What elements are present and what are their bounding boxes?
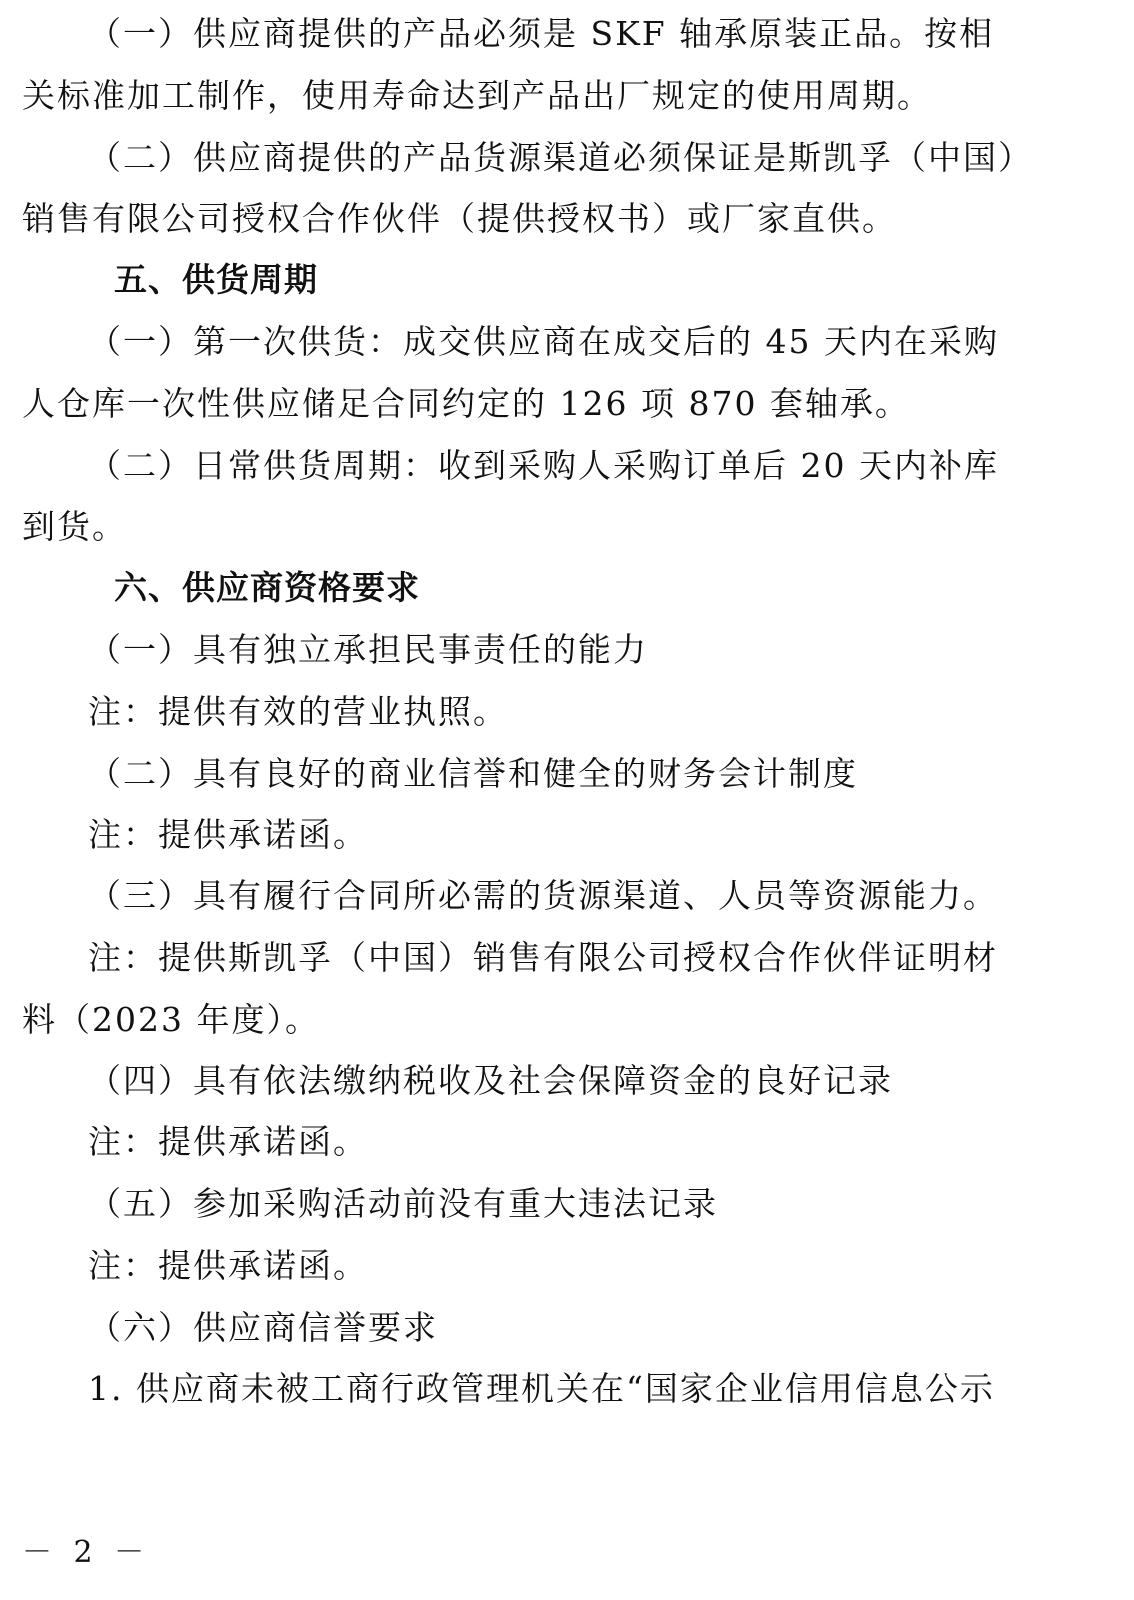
paragraph-line: （五）参加采购活动前没有重大违法记录 bbox=[88, 1184, 718, 1223]
note-line: 注：提供承诺函。 bbox=[88, 1122, 368, 1161]
section-heading-supply-period: 五、供货周期 bbox=[114, 260, 318, 299]
paragraph-line: （二）具有良好的商业信誉和健全的财务会计制度 bbox=[88, 754, 858, 793]
paragraph-line: （二）日常供货周期：收到采购人采购订单后 20 天内补库 bbox=[88, 446, 999, 485]
paragraph-line: 人仓库一次性供应储足合同约定的 126 项 870 套轴承。 bbox=[22, 384, 910, 423]
paragraph-line: （一）供应商提供的产品必须是 SKF 轴承原装正品。按相 bbox=[88, 14, 995, 53]
note-line: 注：提供承诺函。 bbox=[88, 1246, 368, 1285]
paragraph-line: （四）具有依法缴纳税收及社会保障资金的良好记录 bbox=[88, 1061, 893, 1100]
note-line: 注：提供斯凯孚（中国）销售有限公司授权合作伙伴证明材 bbox=[88, 938, 998, 977]
paragraph-line: 1. 供应商未被工商行政管理机关在“国家企业信用信息公示 bbox=[88, 1369, 995, 1408]
paragraph-line: （六）供应商信誉要求 bbox=[88, 1308, 438, 1347]
paragraph-line: （二）供应商提供的产品货源渠道必须保证是斯凯孚（中国） bbox=[88, 138, 1033, 177]
note-line: 料（2023 年度）。 bbox=[22, 1000, 320, 1039]
note-line: 注：提供承诺函。 bbox=[88, 815, 368, 854]
paragraph-line: 到货。 bbox=[22, 507, 127, 546]
page-number: － 2 － bbox=[22, 1535, 151, 1570]
paragraph-line: （一）具有独立承担民事责任的能力 bbox=[88, 630, 648, 669]
paragraph-line: 关标准加工制作，使用寿命达到产品出厂规定的使用周期。 bbox=[22, 76, 932, 115]
note-line: 注：提供有效的营业执照。 bbox=[88, 692, 508, 731]
paragraph-line: 销售有限公司授权合作伙伴（提供授权书）或厂家直供。 bbox=[22, 199, 897, 238]
paragraph-line: （一）第一次供货：成交供应商在成交后的 45 天内在采购 bbox=[88, 322, 999, 361]
section-heading-supplier-qualifications: 六、供应商资格要求 bbox=[114, 568, 420, 607]
paragraph-line: （三）具有履行合同所必需的货源渠道、人员等资源能力。 bbox=[88, 876, 998, 915]
